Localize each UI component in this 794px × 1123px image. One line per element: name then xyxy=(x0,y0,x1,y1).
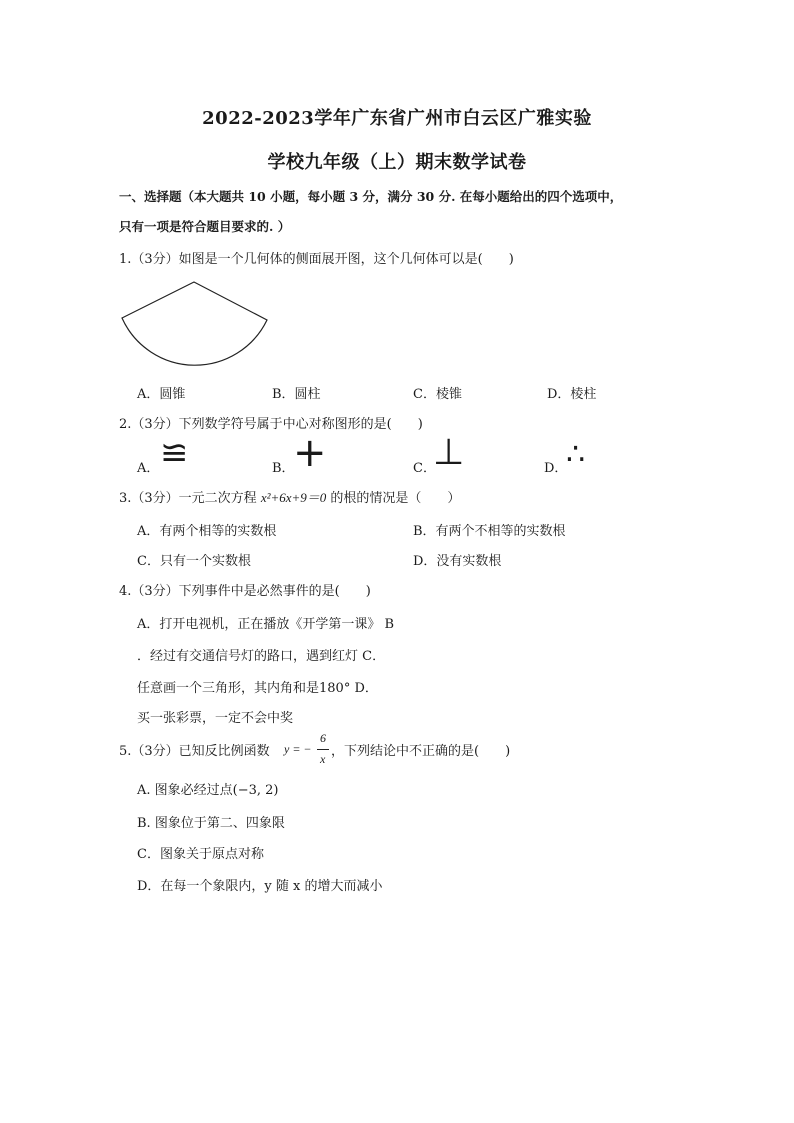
q5-option-d[interactable]: D．在每一个象限内，y 随 x 的增大而减小 xyxy=(137,879,383,894)
section-heading-line-1: 一、选择题（本大题共 10 小题，每小题 3 分，满分 30 分. 在每小题给出的四个选项中， xyxy=(119,189,623,204)
q2-stem: 2.（3分）下列数学符号属于中心对称图形的是( ) xyxy=(119,417,423,432)
q3-option-a[interactable]: A．有两个相等的实数根 xyxy=(137,524,277,539)
q2-option-a-label[interactable]: A． xyxy=(137,461,160,476)
q3-equation: x²+6x+9＝0 xyxy=(260,490,327,505)
q4-options-line-1[interactable]: A．打开电视机，正在播放《开学第一课》 B xyxy=(137,617,395,632)
q3-option-c[interactable]: C．只有一个实数根 xyxy=(137,554,251,569)
q1-option-b[interactable]: B．圆柱 xyxy=(272,387,321,402)
q5-fraction-numerator: 6 xyxy=(320,731,326,745)
q4-options-line-3[interactable]: 任意画一个三角形，其内角和是180° D． xyxy=(137,681,378,696)
perpendicular-symbol-icon: ⊥ xyxy=(433,432,465,473)
plus-symbol-icon: + xyxy=(293,430,327,476)
therefore-symbol-icon: ∴ xyxy=(566,437,586,472)
q5-function-lhs: y = − xyxy=(284,742,312,756)
section-heading-line-2: 只有一项是符合题目要求的. ） xyxy=(119,219,291,234)
q1-option-a[interactable]: A．圆锥 xyxy=(137,387,186,402)
q5-option-a[interactable]: A. 图象必经过点(−3, 2) xyxy=(137,783,279,798)
q2-option-c-label[interactable]: C． xyxy=(413,461,436,476)
q5-stem-suffix: ，下列结论中不正确的是( ) xyxy=(331,744,511,759)
q5-option-b[interactable]: B. 图象位于第二、四象限 xyxy=(137,816,285,831)
q3-stem-suffix: 的根的情况是（ ） xyxy=(326,491,461,506)
q3-option-b[interactable]: B．有两个不相等的实数根 xyxy=(413,524,566,539)
q2-option-b-label[interactable]: B． xyxy=(272,461,295,476)
q5-fraction-denominator: x xyxy=(320,752,326,766)
q1-option-c[interactable]: C．棱锥 xyxy=(413,387,462,402)
q3-option-d[interactable]: D．没有实数根 xyxy=(413,554,502,569)
q3-stem-prefix: 3.（3分）一元二次方程 xyxy=(119,491,261,506)
q1-option-d[interactable]: D．棱柱 xyxy=(547,387,597,402)
sector-diagram xyxy=(118,280,272,372)
q4-options-line-4[interactable]: 买一张彩票，一定不会中奖 xyxy=(137,711,294,726)
page-title-line-1: 2022-2023学年广东省广州市白云区广雅实验 xyxy=(202,108,592,129)
q1-stem: 1.（3分）如图是一个几何体的侧面展开图，这个几何体可以是( ) xyxy=(119,252,514,267)
q5-stem-prefix: 5.（3分）已知反比例函数 xyxy=(119,744,270,759)
q5-fraction-bar xyxy=(317,749,329,750)
q3-stem xyxy=(119,487,460,506)
q2-option-d-label[interactable]: D． xyxy=(544,461,568,476)
q4-stem: 4.（3分）下列事件中是必然事件的是( ) xyxy=(119,584,371,599)
q4-options-line-2[interactable]: ．经过有交通信号灯的路口，遇到红灯 C． xyxy=(137,649,386,664)
page-title-line-2: 学校九年级（上）期末数学试卷 xyxy=(267,152,527,173)
congruent-symbol-icon: ≌ xyxy=(160,433,189,473)
q5-option-c[interactable]: C．图象关于原点对称 xyxy=(137,847,264,862)
